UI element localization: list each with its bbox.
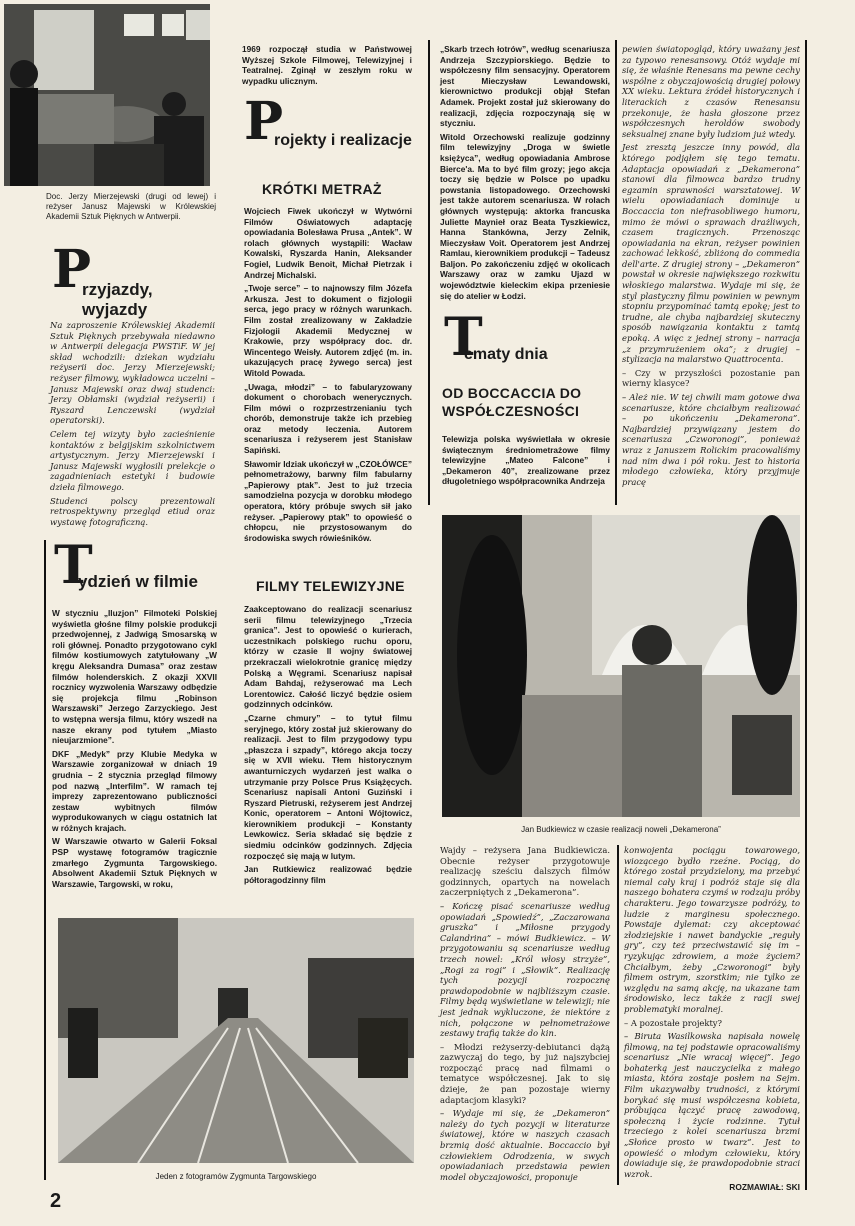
section-przyjazdy-heading: [48, 239, 218, 319]
photo-akademia-caption: Doc. Jerzy Mierzejewski (drugi od lewej) i reżyser Janusz Majewski w Królewskiej Akademii Sztuk Pięknych w Antwerpii.: [46, 192, 216, 221]
col4-paragraph-2: Jest zresztą jeszcze inny powód, dla którego podjąłem się tego tematu. Adaptacja opowiadań z „Dekamerona” stanowi dla filmowca bardzo trudny egzamin sprawności warsztatowej. W wielu opowiadaniach dominuje u Boccaccia ton niefrasobliwego humoru, mimo że mówi o sprawach drażliwych, czasem tragicznych. Przenosząc opowiadania na ekran, reżyser powinien zachować lekkość, zbliżoną do commedia dell'arte. Z drugiej strony – „Dekameron” powstał w okresie największego rozkwitu włoskiego malarstwa. Wydaje mi się, że styl plastyczny filmu powinien w pewnym stopniu przypominać tamtą epokę; jest to trudne, ale chyba najbardziej skuteczny sposób nawiązania kontaktu z tamtą epoką. A więc z jednej strony – narracja „z przymrużeniem oka”; z drugiej – stylizacja na malarstwo Quattrocenta.: [622, 142, 800, 365]
interview-paragraph-6: – Biruta Wasilkowska napisała nowelę filmową, na tej podstawie opracowaliśmy scenariusz „Nie wracaj więcej”. Jego bohaterką jest nauczycielka z małego miasta, która zostaje posłem na Sejm. Film ukazywałby trudności, z którymi borykać się musi współczesna kobieta, próbująca łączyć pracę zawodową, społeczną i życie rodzinne. Tytuł trzeciego z kolei scenariusza brzmi „Słońce prosto w twarz”. Jest to opowieść o młodym człowieku, który dowiaduje się, że prawdopodobnie straci wzrok.: [624, 1031, 800, 1179]
section-tydzien-title: ydzień w filmie: [78, 572, 198, 591]
section-projekty-title: rojekty i realizacje: [274, 132, 412, 149]
section-przyjazdy-title: rzyjazdy, wyjazdy: [82, 280, 153, 319]
column-3-text-2: [442, 434, 610, 490]
tydzien-paragraph-3: W Warszawie otwarto w Galerii Foksal PSP wystawę fotogramów tragicznie zmarłego Zygmunta Targowskiego. Absolwent Akademii Sztuk Pięknych w Warszawie, Targowski, w roku,: [52, 836, 217, 889]
interview-question: – Młodzi reżyserzy-debiutanci dążą zazwyczaj do tego, by już najszybciej rozpocząć pracę nad filmami o tematyce współczesnej. Jak to się dzieje, że pan pozostaje wierny adaptacjom klasyki?: [440, 1041, 610, 1105]
vertical-rule-right: [805, 40, 807, 1190]
tydzien-paragraph-1: W styczniu „Iluzjon” Filmoteki Polskiej wyświetla głośne filmy polskie produkcji przedwojennej, z Jadwigą Smosarską w roli głównej. Ponadto przygotowano cykl filmów kostiumowych zatytułowany „W kręgu Aleksandra Dumasa” oraz zestaw filmów holenderskich. Z okazji XXVII rocznicy wyzwolenia Warszawy odbędzie się projekcja filmu „Robinson Warszawski” Jerzego Zarzyckiego. Jest to wstępna wersja filmu, który wszedł na nasze ekrany pod tytułem „Miasto nieujarzmione”.: [52, 608, 217, 746]
bottom-column-4: [624, 845, 800, 1196]
przyjazdy-paragraph-2: Celem tej wizyty było zacieśnienie kontaktów z belgijskim szkolnictwem artystycznym. Jerzy Mierzejewski i Janusz Majewski wygłosili prelekcje o zagadnieniach estetyki i budowie dzieła filmowego.: [50, 428, 215, 492]
projekty-paragraph-2: „Twoje serce” – to najnowszy film Józefa Arkusza. Jest to dokument o fizjologii serca, jego pracy w różnych warunkach. Film został zrealizowany w Zakładzie Fizjologii Akademii Medycznej w Krakowie, przy współpracy doc. dr. Wincentego Weisły. Autorem zdjęć (m. in. ukazujących pracę żywego serca) jest Witold Powada.: [244, 283, 412, 378]
column-2-text: [242, 44, 412, 89]
przyjazdy-paragraph-1: Na zaproszenie Królewskiej Akademii Sztuk Pięknych przebywała niedawno w Antwerpii delegacja PWSTiF. W jej skład wchodzili: dziekan wydziału reżyserii doc. Jerzy Mierzejewski; reżyser filmowy, wykładowca uczelni – Janusz Majewski oraz dwaj studenci: Jerzy Obłamski (wydział reżyserii) i Ryszard Lenczewski (wydział operatorski).: [50, 320, 215, 426]
subhead-krotki-metraz: KRÓTKI METRAŻ: [262, 181, 382, 197]
column-1-text-bottom: [52, 608, 217, 892]
filmy-paragraph-2: „Czarne chmury” – to tytuł filmu seryjnego, który został już skierowany do realizacji. Jest to film przygodowy typu „płaszcza i szpady”, którego akcja toczy się w XVII wieku. Tłem historycznym awanturniczych wydarzeń jest walka o utrzymanie przy Polsce Prus Książęcych. Scenariusz napisali Antoni Guziński i Ryszard Pietruski, reżyserem jest Andrzej Konic, operatorem – Antoni Wójtowicz, kierownikiem produkcji – Konstanty Lewkowicz. Seria składać się będzie z siedmiu odcinków godzinnych. Zdjęcia rozpoczęć się mają w lutym.: [244, 712, 412, 861]
column-1-text-top: [50, 320, 215, 530]
photo-akademia-image: [4, 4, 210, 186]
col4-answer-1: – Ależ nie. W tej chwili mam gotowe dwa scenariusze, które chciałbym realizować – po ukończeniu „Dekamerona”. Najbardziej przywiązany jestem do scenariusza „Czworonogi”, ponieważ wraz z Januszem Rolickim pracowaliśmy nad nim dwa i pół roku. Jest to historia młodego człowieka, który przyjmuje pracę: [622, 392, 800, 487]
filmy-paragraph-3: Jan Rutkiewicz realizować będzie półtoragodzinny film: [244, 864, 412, 885]
section-tydzien-heading: [48, 535, 218, 602]
targowski-intro: 1969 rozpoczął studia w Państwowej Wyższej Szkole Filmowej, Telewizyjnej i Teatralnej. Zginął w zeszłym roku w wypadku ulicznym.: [242, 44, 412, 86]
interview-paragraph-1: Wajdy – reżysera Jana Budkiewicza. Obecnie reżyser przygotowuje realizację sześciu dalszych filmów godzinnych, opartych na nowelach zaczerpniętych z „Dekamerona”.: [440, 845, 610, 898]
page-number: 2: [50, 1190, 62, 1212]
interview-paragraph-2: – Kończę pisać scenariusze według opowiadań „Spowiedź”, „Zaczarowana gruszka” i „Miłosne przygody Calandrina” – mówi Budkiewicz. – W przygotowaniu są scenariusze według trzech nowel: „Król włosy strzyże”, „Rogi za rogi” i „Słowik”. Realizację tych pozycji rozpocznę prawdopodobnie w najbliższym czasie. Filmy będą wyświetlane w telewizji; nie jest jednak wykluczone, że niektóre z nich, połączone w pełnometrażowe zestawy trafią także do kin.: [440, 900, 610, 1039]
photo-targowski-caption: Jeden z fotogramów Zygmunta Targowskiego: [155, 1172, 317, 1181]
photo-budkiewicz-caption: Jan Budkiewicz w czasie realizacji noweli „Dekamerona”: [521, 825, 721, 834]
bottom-column-3: [440, 845, 610, 1185]
projekty-paragraph-1: Wojciech Fiwek ukończył w Wytwórni Filmów Oświatowych adaptację opowiadania Bolesława Prusa „Antek”. W rolach głównych wystąpili: Wacław Kowalski, Ryszarda Hanin, Aleksander Fogiel, Ludwik Benoit, Michał Pietrzak i Andrzej Michalski.: [244, 206, 412, 280]
vertical-rule-bottom-middle: [617, 845, 619, 1185]
interview-signature: ROZMAWIAŁ: SKI: [729, 1182, 800, 1193]
section-tematy-title: ematy dnia: [464, 346, 548, 363]
col3-paragraph-2: Witold Orzechowski realizuje godzinny film telewizyjny „Droga w świetle księżyca”, według opowiadania Ambrose Bierce'a. Ma to być film grozy; jego akcja toczy się będzie w Polsce po upadku powstania listopadowego. Orzechowski jest także autorem scenariusza. W rolach głównych występują: aktorka francuska Juliette Maynieł oraz Beata Tyszkiewicz, Hanna Stankówna, Jerzy Zelnik, Mieczysław Voit. Operatorem jest Andrzej Ramlau, kierownikiem produkcji – Tadeusz Baljon. Po zakończeniu zdjęć w okolicach Warszawy oraz w zamku Ujazd w województwie kieleckim ekipa przeniesie się do atelier w Łodzi.: [440, 131, 610, 301]
drop-letter-p: P: [52, 239, 92, 300]
col3-paragraph-3: Telewizja polska wyświetlała w okresie świątecznym średniometrażowe filmy telewizyjne „Mateo Falcone” i „Dekameron 40”, zrealizowane przez długoletniego współpracownika Andrzeja: [442, 434, 610, 487]
col4-question-1: – Czy w przyszłości pozostanie pan wierny klasyce?: [622, 367, 800, 389]
interview-paragraph-4: – Wydaje mi się, że „Dekameron” należy do tych pozycji w literaturze światowej, które w naszych czasach brzmią dość aktualnie. Boccaccio był człowiekiem Odrodzenia, w swych opowiadaniach przedstawia pewien model obyczajowości, proponuje: [440, 1108, 610, 1182]
column-4-text: [622, 44, 800, 490]
vertical-rule-middle: [428, 40, 430, 505]
interview-question-2: – A pozostałe projekty?: [624, 1017, 723, 1028]
vertical-rule-left: [44, 540, 46, 1180]
interview-paragraph-5: konwojenta pociągu towarowego, wiozącego bydło rzeźne. Pociąg, do którego został przydzielony, ma przebyć niemal cały kraj i podróż staje się dla naszego bohatera czymś w rodzaju próby charakteru. Jego towarzysze podróży, to ludzie z marginesu społecznego. Powstaje dylemat: czy akceptować złodziejskie i nawet bandyckie „reguły gry”, czy też przeciwstawić się im – ryzykując zdrowiem, a może życiem? Chciałbym, żeby „Czworonogi” były filmem ostrym, szorstkim; nie tylko ze względu na samą akcję, na ukazane tam środowisko, lecz także z racji swej problematyki moralnej.: [624, 845, 800, 1014]
column-3-text: [440, 44, 610, 304]
col3-paragraph-1: „Skarb trzech łotrów”, według scenariusza Andrzeja Szczypiorskiego. Będzie to współczesny film sensacyjny. Operatorem jest Mieczysław Lewandowski, kierownictwo produkcji objął Stefan Adamek. Projekt został już skierowany do realizacji, zdjęcia rozpoczynają się w styczniu.: [440, 44, 610, 129]
col4-paragraph-1: pewien światopogląd, który uważany jest za typowo renesansowy. Otóż wydaje mi się, że właśnie Renesans ma pewne cechy wspólne z obyczajowością drugiej połowy XX wieku. Lektura źródeł historycznych i literackich z czasów Renesansu przekonuje, że hasła głoszone przez współczesnych heroldów swobody seksualnej znane były ludziom już wtedy.: [622, 44, 800, 139]
subhead-boccaccio: OD BOCCACCIA DO WSPÓŁCZESNOŚCI: [442, 385, 582, 419]
tydzien-paragraph-2: DKF „Medyk” przy Klubie Medyka w Warszawie zorganizował w dniach 19 grudnia – 2 stycznia przegląd filmowy pod nazwą „Interfilm”. W ramach tej imprezy zaprezentowano publiczności zestaw wybitnych filmów wyprodukowanych w ciągu ostatnich lat w różnych krajach.: [52, 748, 217, 833]
column-2-body: [244, 206, 412, 546]
przyjazdy-paragraph-3: Studenci polscy prezentowali retrospektywny przegląd etiud oraz wystawę fotograficzną.: [50, 495, 215, 527]
photo-budkiewicz-image: [442, 515, 800, 817]
vertical-rule-right-top: [615, 40, 617, 505]
projekty-paragraph-4: Sławomir Idziak ukończył w „CZOŁÓWCE” pełnometrażowy, barwny film fabularny „Papierowy ptak”. Jest to już trzecia samodzielna pozycja w dorobku młodego operatora, który próbuje swych sił jako reżyser. „Papierowy ptak” to opowieść o chłopcu, nie przystosowanym do środowiska swych rówieśników.: [244, 458, 412, 543]
section-tematy-heading: [440, 307, 610, 372]
projekty-paragraph-3: „Uwaga, młodzi” – to fabularyzowany dokument o chorobach wenerycznych. Film mówi o rozprzestrzenianiu tych chorób, demonstruje także ich przebieg oraz metody leczenia. Autorem scenariusza i reżyserem jest Stanisław Sapiński.: [244, 381, 412, 456]
photo-targowski: [58, 918, 414, 1163]
subhead-filmy-telewizyjne: FILMY TELEWIZYJNE: [256, 578, 405, 594]
photo-akademia: [4, 4, 210, 186]
drop-letter-t2: T: [444, 307, 483, 368]
drop-letter-p2: P: [244, 91, 284, 152]
photo-budkiewicz: [442, 515, 800, 817]
column-2-body-2: [244, 604, 412, 888]
filmy-paragraph-1: Zaakceptowano do realizacji scenariusz serii filmu telewizyjnego „Trzecia granica”. Jest to opowieść o kurierach, uczestnikach polskiego ruchu oporu, którzy w czasie II wojny światowej przekraczali wielokrotnie granicę między Polską a Węgrami. Scenariusz napisał Adam Bahdaj, reżyserować ma Lech Lorentowicz. Całość liczyć będzie osiem godzinnych odcinków.: [244, 604, 412, 710]
drop-letter-t: T: [54, 535, 93, 596]
photo-targowski-image: [58, 918, 414, 1163]
section-projekty-heading: [240, 91, 420, 158]
